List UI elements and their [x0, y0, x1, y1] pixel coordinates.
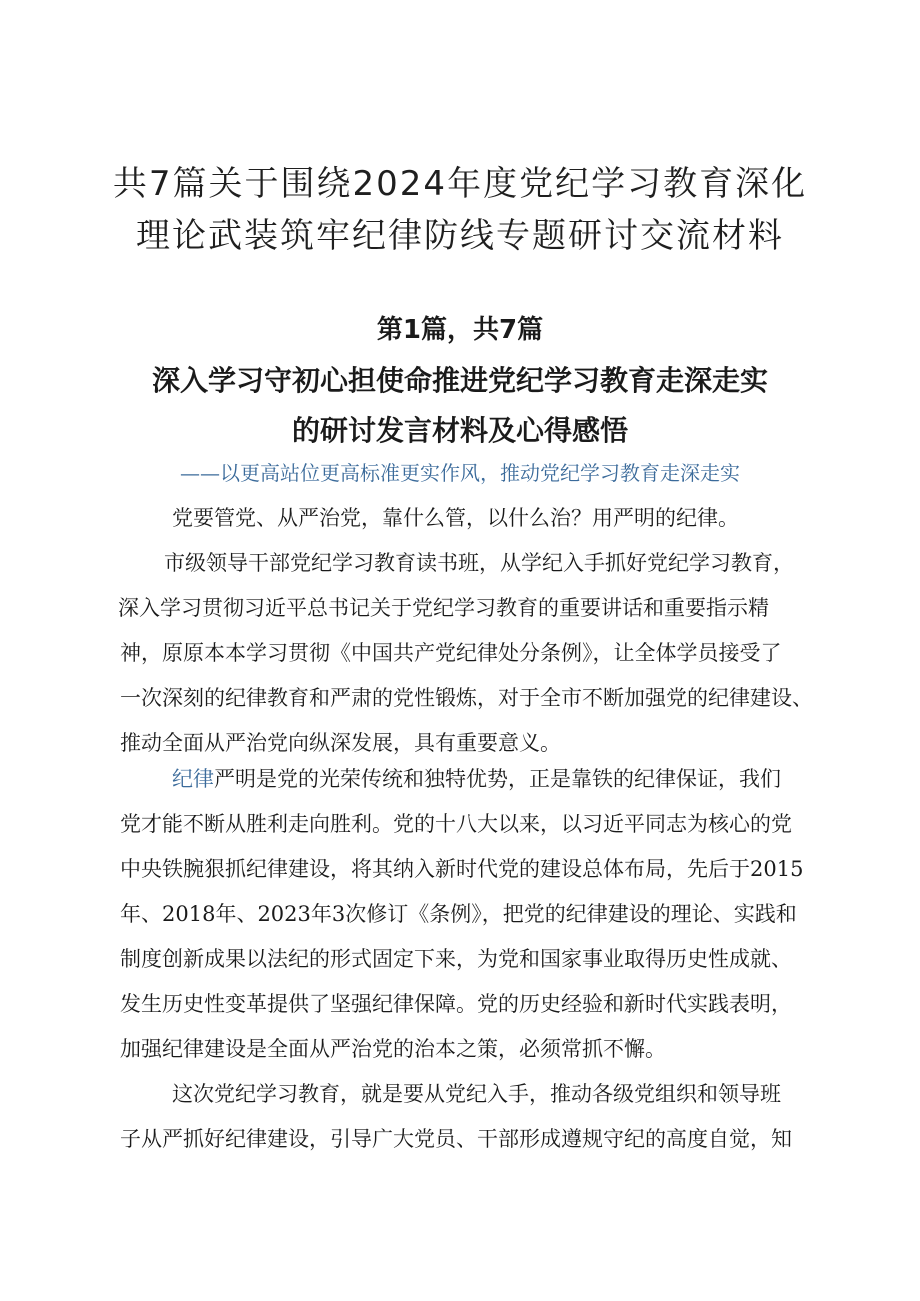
paragraph-line-rest: 严明是党的光荣传统和独特优势，正是靠铁的纪律保证，我们: [214, 767, 781, 791]
document-title-line-2: 理论武装筑牢纪律防线专题研讨交流材料: [136, 216, 784, 256]
article-subtitle-line-1: 深入学习守初心担使命推进党纪学习教育走深走实: [151, 364, 768, 397]
part-label: 第1篇，共7篇: [376, 315, 544, 345]
paragraph-line: 这次党纪学习教育，就是要从党纪入手，推动各级党组织和领导班: [172, 1082, 781, 1106]
document-title: [80, 158, 840, 262]
paragraph-line: 制度创新成果以法纪的形式固定下来，为党和国家事业取得历史性成就、: [120, 947, 792, 971]
paragraph-4: [120, 1072, 810, 1162]
paragraph-line: 党才能不断从胜利走向胜利。党的十八大以来，以习近平同志为核心的党: [120, 812, 792, 836]
paragraph-line: 发生历史性变革提供了坚强纪律保障。党的历史经验和新时代实践表明，: [120, 992, 792, 1016]
article-subtitle: [60, 356, 860, 456]
paragraph-line: 加强纪律建设是全面从严治党的治本之策，必须常抓不懈。: [120, 1037, 666, 1061]
highlighted-text: 纪律: [172, 767, 214, 791]
paragraph-line: 深入学习贯彻习近平总书记关于党纪学习教育的重要讲话和重要指示精: [118, 596, 769, 620]
paragraph-2: [118, 541, 813, 766]
paragraph-line: 年、2018年、2023年3次修订《条例》，把党的纪律建设的理论、实践和: [120, 902, 797, 926]
paragraph-1: [120, 496, 810, 541]
paragraph-line: 子从严抓好纪律建设，引导广大党员、干部形成遵规守纪的高度自觉，知: [120, 1127, 792, 1151]
paragraph-line: 市级领导干部党纪学习教育读书班，从学纪入手抓好党纪学习教育，: [164, 551, 794, 575]
document-title-line-1: 共7篇关于围绕2024年度党纪学习教育深化: [112, 164, 808, 204]
paragraph-line: 中央铁腕狠抓纪律建设，将其纳入新时代党的建设总体布局，先后于2015: [120, 857, 804, 881]
paragraph-line: [120, 757, 810, 802]
paragraph-line: 推动全面从严治党向纵深发展，具有重要意义。: [120, 731, 561, 755]
paragraph-line: 一次深刻的纪律教育和严肃的党性锻炼，对于全市不断加强党的纪律建设、: [120, 686, 813, 710]
paragraph-line: 党要管党、从严治党，靠什么管，以什么治？用严明的纪律。: [172, 506, 739, 530]
article-subtitle-line-2: 的研讨发言材料及心得感悟: [291, 414, 628, 447]
byline: ——以更高站位更高标准更实作风，推动党纪学习教育走深走实: [180, 461, 740, 485]
paragraph-line: 神，原原本本学习贯彻《中国共产党纪律处分条例》，让全体学员接受了: [120, 641, 782, 665]
paragraph-3: [120, 757, 810, 1072]
